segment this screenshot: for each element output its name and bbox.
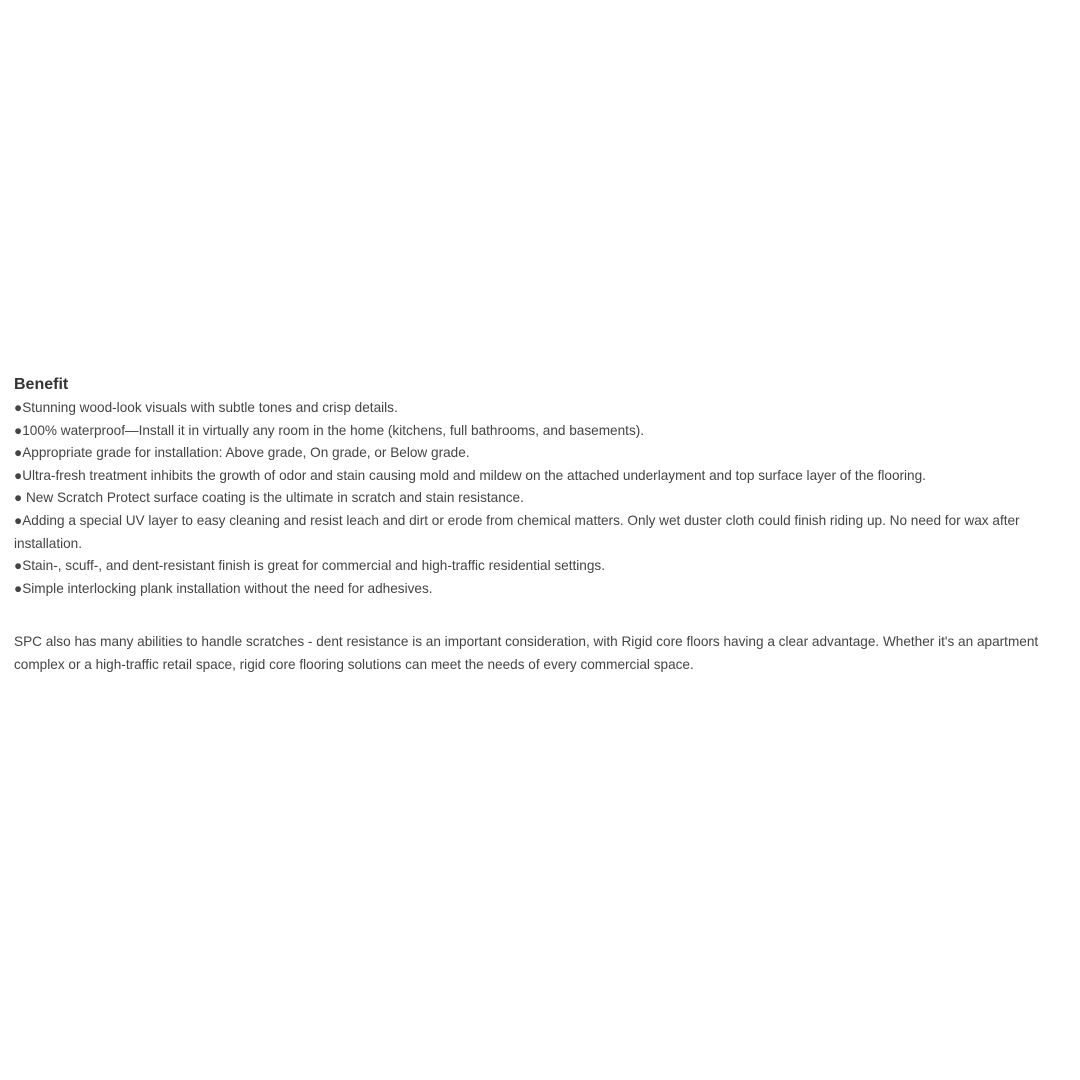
spc-description-paragraph: SPC also has many abilities to handle scratches - dent resistance is an important consideration, with Rigid core floors having a clear advantage. Whether it's an apartment complex or a high-traffic retail space, rigid core flooring solutions can meet the needs of every commercial space. <box>14 634 1039 672</box>
benefit-item: ●Appropriate grade for installation: Above grade, On grade, or Below grade. <box>14 445 470 461</box>
benefit-list <box>14 397 1076 600</box>
benefit-item: ●Ultra-fresh treatment inhibits the growth of odor and stain causing mold and mildew on the attached underlayment and top surface layer of the flooring. <box>14 467 926 483</box>
benefit-item: ●Adding a special UV layer to easy cleaning and resist leach and dirt or erode from chemical matters. Only wet duster cloth could finish riding up. No need for wax after installation. <box>14 512 1020 551</box>
benefit-item: ●Simple interlocking plank installation without the need for adhesives. <box>14 580 433 596</box>
benefit-item: ● New Scratch Protect surface coating is the ultimate in scratch and stain resistance. <box>14 490 524 506</box>
benefit-item: ●100% waterproof—Install it in virtually any room in the home (kitchens, full bathrooms, and basements). <box>14 422 645 438</box>
benefit-section <box>14 374 1076 677</box>
benefit-item: ●Stain-, scuff-, and dent-resistant finish is great for commercial and high-traffic residential settings. <box>14 558 605 574</box>
section-heading: Benefit <box>14 376 69 393</box>
benefit-item: ●Stunning wood-look visuals with subtle tones and crisp details. <box>14 400 398 415</box>
